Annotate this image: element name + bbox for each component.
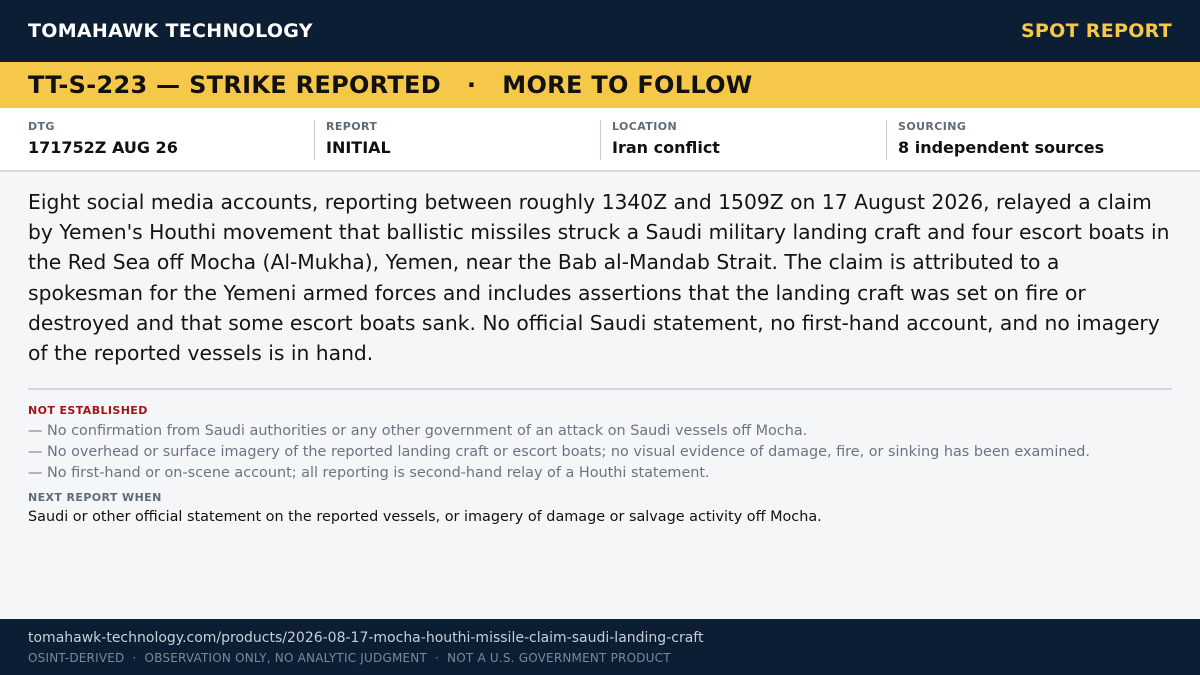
report-body: Eight social media accounts, reporting between roughly 1340Z and 1509Z on 17 August 2026, relayed a claim by Yemen's Houthi movement that ballistic missiles struck a Saudi military landing craft and four escort boats in the Red Sea off Mocha (Al-Mukha), Yemen, near the Bab al-Mandab Strait. The claim is attributed to a spokesman for the Yemeni armed forces and includes assertions that the landing craft was set on fire or destroyed and that some escort boats sank. No official Saudi statement, no first-hand account, and no imagery of the reported vessels is in hand. [28, 190, 1170, 366]
meta-report [314, 120, 600, 160]
meta-report-label: REPORT [326, 120, 378, 133]
report-headline: TT-S-223 — STRIKE REPORTED · MORE TO FOLLOW [0, 62, 1200, 108]
list-item: — No first-hand or on-scene account; all reporting is second-hand relay of a Houthi statement. [28, 465, 710, 482]
meta-report-value: INITIAL [326, 138, 391, 157]
footer-url: tomahawk-technology.com/products/2026-08-17-mocha-houthi-missile-claim-saudi-landing-craft [28, 630, 704, 646]
meta-dtg [28, 120, 314, 160]
meta-sourcing-label: SOURCING [898, 120, 967, 133]
report-metadata-bar [0, 108, 1200, 172]
meta-location-value: Iran conflict [612, 138, 720, 157]
meta-location-label: LOCATION [612, 120, 678, 133]
meta-sourcing-value: 8 independent sources [898, 138, 1105, 157]
not-established-list [28, 421, 1178, 484]
not-established-label: NOT ESTABLISHED [28, 404, 148, 418]
meta-dtg-value: 171752Z AUG 26 [28, 138, 178, 157]
next-report-text: Saudi or other official statement on the reported vessels, or imagery of damage or salvage activity off Mocha. [28, 509, 822, 526]
meta-sourcing [886, 120, 1172, 160]
list-item: — No confirmation from Saudi authorities or any other government of an attack on Saudi vessels off Mocha. [28, 423, 808, 440]
report-content [28, 187, 1178, 528]
footer-disclaimer: OSINT-DERIVED · OBSERVATION ONLY, NO ANALYTIC JUDGMENT · NOT A U.S. GOVERNMENT PRODUCT [28, 651, 671, 665]
list-item: — No overhead or surface imagery of the reported landing craft or escort boats; no visual evidence of damage, fire, or sinking has been examined. [28, 444, 1091, 461]
section-divider [28, 388, 1172, 390]
next-report-label: NEXT REPORT WHEN [28, 491, 162, 505]
brand-name: TOMAHAWK TECHNOLOGY [28, 20, 313, 42]
meta-location [600, 120, 886, 160]
footer [0, 619, 1200, 675]
report-type-label: SPOT REPORT [1020, 20, 1172, 42]
top-banner [0, 0, 1200, 62]
meta-dtg-label: DTG [28, 120, 55, 133]
